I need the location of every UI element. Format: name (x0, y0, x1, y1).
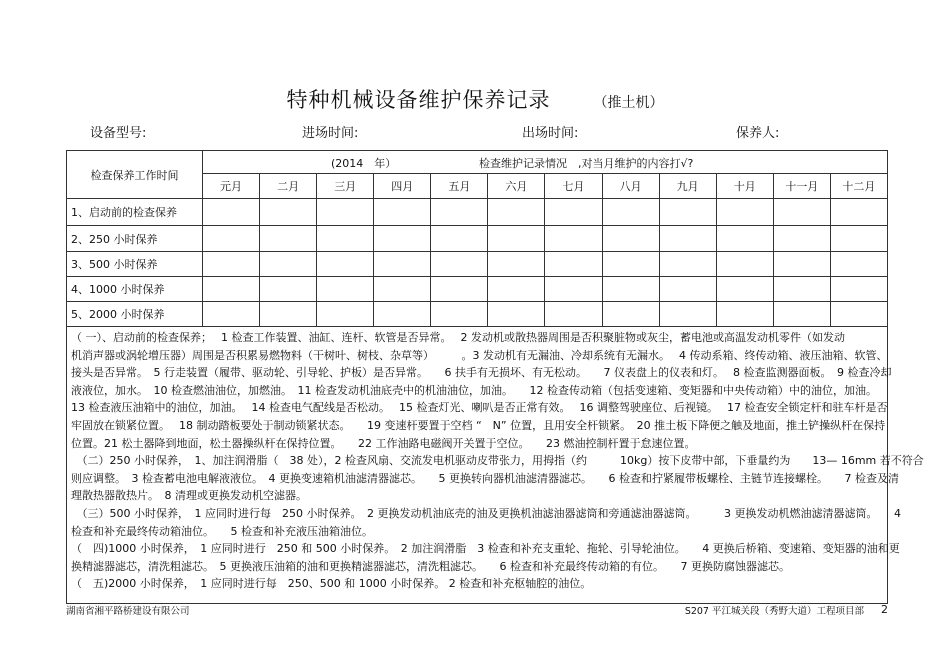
check-cell[interactable] (203, 302, 260, 327)
check-cell[interactable] (260, 226, 317, 252)
month-header: 二月 (260, 174, 317, 199)
check-cell[interactable] (317, 199, 374, 226)
check-cell[interactable] (317, 252, 374, 277)
check-cell[interactable] (203, 277, 260, 302)
check-cell[interactable] (545, 226, 602, 252)
check-cell[interactable] (488, 277, 545, 302)
check-cell[interactable] (659, 277, 716, 302)
month-header: 元月 (203, 174, 260, 199)
check-cell[interactable] (374, 252, 431, 277)
check-cell[interactable] (716, 252, 773, 277)
check-cell[interactable] (602, 226, 659, 252)
row-label: 4、1000 小时保养 (67, 277, 203, 302)
check-cell[interactable] (488, 252, 545, 277)
row-label: 5、2000 小时保养 (67, 302, 203, 327)
footer-project: S207 平江城关段（秀野大道）工程项目部 (684, 606, 864, 617)
check-cell[interactable] (431, 226, 488, 252)
page-number: 2 (881, 603, 888, 616)
check-cell[interactable] (602, 252, 659, 277)
notes-line: 检查和补充最终传动箱油位。 5 检查和补充液压油箱油位。 (71, 524, 373, 538)
check-cell[interactable] (374, 302, 431, 327)
month-header: 十一月 (773, 174, 830, 199)
check-cell[interactable] (203, 199, 260, 226)
check-cell[interactable] (203, 226, 260, 252)
field-model-label: 设备型号: (90, 126, 147, 141)
month-header: 五月 (431, 174, 488, 199)
check-cell[interactable] (431, 277, 488, 302)
check-cell[interactable] (716, 302, 773, 327)
month-header: 三月 (317, 174, 374, 199)
check-cell[interactable] (545, 302, 602, 327)
row-label: 3、500 小时保养 (67, 252, 203, 277)
notes-line: （二）250 小时保养， 1、加注润滑脂（ 38 处），2 检查风扇、交流发电机驱动皮带张力，用拇指（约 10kg）按下皮带中部，下垂量约为 13— 16mm 若不符合 (71, 454, 924, 468)
check-cell[interactable] (830, 226, 887, 252)
check-cell[interactable] (830, 277, 887, 302)
check-cell[interactable] (773, 302, 830, 327)
maintenance-notes (67, 327, 924, 604)
notes-line: 接头是否异常。 5 行走装置（履带、驱动轮、引导轮、护板）是否异常。 6 扶手有无损坏、有无松动。 7 仪表盘上的仪表和灯。 8 检查监测器面板。 9 检查冷却 (71, 366, 892, 380)
notes-line: 理散热器散热片。 8 清理或更换发动机空滤器。 (71, 489, 307, 503)
check-cell[interactable] (545, 199, 602, 226)
check-cell[interactable] (602, 277, 659, 302)
month-header: 十二月 (830, 174, 887, 199)
check-cell[interactable] (431, 199, 488, 226)
table-row (67, 199, 888, 226)
check-cell[interactable] (374, 199, 431, 226)
check-cell[interactable] (773, 199, 830, 226)
check-cell[interactable] (545, 252, 602, 277)
check-cell[interactable] (545, 277, 602, 302)
notes-line: （ 五)2000 小时保养， 1 应同时进行每 250、500 和 1000 小时保养。 2 检查和补充枢轴腔的油位。 (71, 577, 592, 591)
check-cell[interactable] (431, 252, 488, 277)
month-header: 九月 (659, 174, 716, 199)
check-cell[interactable] (203, 252, 260, 277)
check-cell[interactable] (716, 226, 773, 252)
info-fields (90, 122, 860, 140)
notes-line: 液液位，加水。 10 检查燃油油位，加燃油。 11 检查发动机油底壳中的机油油位，加油。 12 检查传动箱（包括变速箱、变矩器和中央传动箱）中的油位，加油。 (71, 383, 877, 397)
field-exit-label: 出场时间: (522, 126, 579, 141)
check-cell[interactable] (716, 277, 773, 302)
table-row (67, 252, 888, 277)
check-cell[interactable] (317, 277, 374, 302)
notes-line: 机消声器或涡轮增压器）周围是否积累易燃物料（干树叶、树枝、杂草等） 。3 发动机有无漏油、冷却系统有无漏水。 4 传动系箱、终传动箱、液压油箱、软管、 (71, 348, 888, 362)
check-cell[interactable] (374, 277, 431, 302)
maintenance-table (66, 150, 924, 604)
check-cell[interactable] (374, 226, 431, 252)
month-header: 八月 (602, 174, 659, 199)
field-maintainer-label: 保养人: (736, 126, 780, 141)
table-row (67, 302, 888, 327)
check-cell[interactable] (260, 302, 317, 327)
notes-line: （三）500 小时保养， 1 应同时进行每 250 小时保养。 2 更换发动机油底壳的油及更换机油滤油器滤筒和旁通滤油器滤筒。 3 更换发动机燃油滤清器滤筒。 4 (71, 506, 901, 520)
check-cell[interactable] (659, 252, 716, 277)
check-cell[interactable] (773, 277, 830, 302)
page-subtitle: （推土机） (593, 95, 664, 111)
header-record-label: 检查维护记录情况 ,对当月维护的内容打√? (479, 157, 694, 170)
notes-line: （ 一）、启动前的检查保养； 1 检查工作装置、油缸、连杆、软管是否异常。 2 发动机或散热器周围是否积聚脏物或灰尘，蓄电池或高温发动机零件（如发动 (71, 331, 845, 344)
header-work-time: 检查保养工作时间 (67, 151, 203, 199)
check-cell[interactable] (830, 252, 887, 277)
notes-line: 位置。21 松土器降到地面，松土器操纵杆在保持位置。 22 工作油路电磁阀开关置于空位。 23 燃油控制杆置于怠速位置。 (71, 436, 696, 450)
check-cell[interactable] (830, 199, 887, 226)
notes-line: （ 四)1000 小时保养， 1 应同时进行 250 和 500 小时保养。 2 加注润滑脂 3 检查和补充支重轮、拖轮、引导轮油位。 4 更换后桥箱、变速箱、变矩器的油和更 (71, 542, 900, 556)
check-cell[interactable] (830, 302, 887, 327)
check-cell[interactable] (317, 226, 374, 252)
month-header: 六月 (488, 174, 545, 199)
notes-line: 则应调整。 3 检查蓄电池电解液液位。 4 更换变速箱机油滤清器滤芯。 5 更换转向器机油滤清器滤芯。 6 检查和拧紧履带板螺栓、主链节连接螺栓。 7 检查及清 (71, 471, 899, 485)
check-cell[interactable] (488, 302, 545, 327)
check-cell[interactable] (602, 302, 659, 327)
check-cell[interactable] (260, 199, 317, 226)
check-cell[interactable] (716, 199, 773, 226)
check-cell[interactable] (659, 226, 716, 252)
notes-line: 换精滤器滤芯，清洗粗滤芯。 5 更换液压油箱的油和更换精滤器滤芯，清洗粗滤芯。 6 检查和补充最终传动箱的有位。 7 更换防腐蚀器滤芯。 (71, 559, 790, 573)
check-cell[interactable] (431, 302, 488, 327)
notes-line: 牢固放在锁紧位置。 18 制动踏板要处于制动锁紧状态。 19 变速杆要置于空档 “ N” 位置，且用安全杆锁紧。 20 推土板下降便之触及地面，推土铲操纵杆在保持 (71, 418, 886, 432)
check-cell[interactable] (317, 302, 374, 327)
page-title-block (0, 84, 950, 114)
check-cell[interactable] (602, 199, 659, 226)
check-cell[interactable] (260, 252, 317, 277)
table-row (67, 226, 888, 252)
check-cell[interactable] (488, 199, 545, 226)
header-year: (2014 年） (331, 157, 397, 170)
table-row (67, 277, 888, 302)
check-cell[interactable] (659, 199, 716, 226)
check-cell[interactable] (773, 226, 830, 252)
check-cell[interactable] (659, 302, 716, 327)
check-cell[interactable] (260, 277, 317, 302)
month-header: 十月 (716, 174, 773, 199)
footer-company: 湖南省湘平路桥建设有限公司 (66, 606, 190, 617)
row-label: 1、启动前的检查保养 (67, 199, 203, 226)
check-cell[interactable] (773, 252, 830, 277)
month-header: 四月 (374, 174, 431, 199)
page-title: 特种机械设备维护保养记录 (286, 88, 551, 112)
row-label: 2、250 小时保养 (67, 226, 203, 252)
month-header: 七月 (545, 174, 602, 199)
check-cell[interactable] (488, 226, 545, 252)
notes-line: 13 检查液压油箱中的油位，加油。 14 检查电气配线是否松动。 15 检查灯光、喇叭是否正常有效。 16 调整驾驶座位、后视镜。 17 检查安全锁定杆和驻车杆是否 (71, 401, 888, 415)
field-entry-label: 进场时间: (302, 126, 359, 141)
header-record (203, 151, 888, 174)
